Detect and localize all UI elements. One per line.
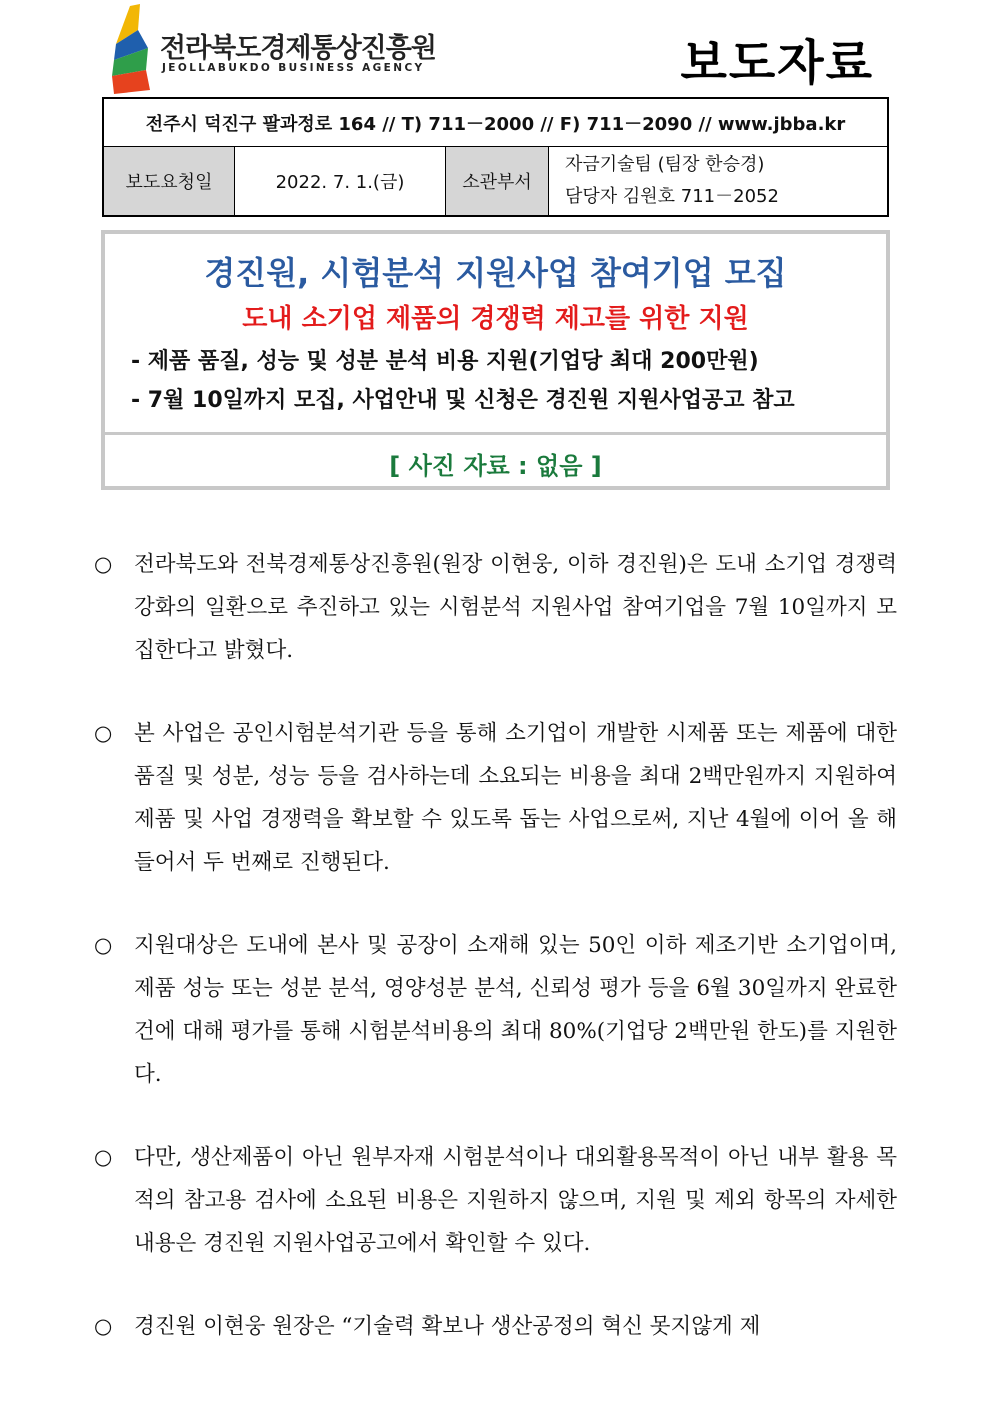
headline-bullet-1: - 제품 품질, 성능 및 성분 분석 비용 지원(기업당 최대 200만원) bbox=[131, 349, 759, 374]
headline-title: 경진원, 시험분석 지원사업 참여기업 모집 bbox=[204, 254, 787, 292]
article-paragraph bbox=[94, 924, 897, 1096]
date-value: 2022. 7. 1.(금) bbox=[235, 147, 446, 217]
paragraph-text: 지원대상은 도내에 본사 및 공장이 소재해 있는 50인 이하 제조기반 소기업이며, 제품 성능 또는 성분 분석, 영양성분 분석, 신뢰성 평가 등을 6월 30일까지 완료한 건에 대해 평가를 통해 시험분석비용의 최대 80%(기업당 2백만원 한도)를 지원한다. bbox=[134, 933, 897, 1087]
headline-bullet-2: - 7월 10일까지 모집, 사업안내 및 신청은 경진원 지원사업공고 참고 bbox=[131, 388, 795, 413]
agency-address: 전주시 덕진구 팔과정로 164 // T) 711－2000 // F) 711－2090 // www.jbba.kr bbox=[103, 98, 888, 147]
photo-note: [ 사진 자료 : 없음 ] bbox=[389, 452, 602, 480]
paragraph-text: 경진원 이현웅 원장은 “기술력 확보나 생산공정의 혁신 못지않게 제 bbox=[134, 1314, 761, 1339]
department-label: 소관부서 bbox=[446, 147, 549, 217]
circle-bullet-icon: ○ bbox=[94, 1145, 113, 1169]
contact-person: 담당자 김원호 711－2052 bbox=[565, 186, 779, 207]
date-label: 보도요청일 bbox=[103, 147, 235, 217]
article-body bbox=[94, 543, 897, 1388]
org-name-korean: 전라북도경제통상진흥원 bbox=[160, 33, 436, 64]
org-name-english: JEOLLABUKDO BUSINESS AGENCY bbox=[162, 62, 425, 74]
agency-logo-mark-icon bbox=[108, 4, 156, 94]
department-contact bbox=[549, 147, 889, 217]
headline-box bbox=[101, 230, 890, 490]
article-paragraph bbox=[94, 1136, 897, 1265]
circle-bullet-icon: ○ bbox=[94, 1314, 113, 1338]
article-paragraph bbox=[94, 543, 897, 672]
headline-subtitle: 도내 소기업 제품의 경쟁력 제고를 위한 지원 bbox=[242, 304, 749, 334]
article-paragraph bbox=[94, 1305, 897, 1348]
document-type-title: 보도자료 bbox=[680, 35, 874, 91]
circle-bullet-icon: ○ bbox=[94, 721, 113, 745]
headline-divider bbox=[105, 432, 886, 435]
press-info-table bbox=[102, 97, 889, 217]
paragraph-text: 전라북도와 전북경제통상진흥원(원장 이현웅, 이하 경진원)은 도내 소기업 경쟁력 강화의 일환으로 추진하고 있는 시험분석 지원사업 참여기업을 7월 10일까지 모집한다고 밝혔다. bbox=[134, 552, 897, 663]
circle-bullet-icon: ○ bbox=[94, 933, 113, 957]
paragraph-text: 다만, 생산제품이 아닌 원부자재 시험분석이나 대외활용목적이 아닌 내부 활용 목적의 참고용 검사에 소요된 비용은 지원하지 않으며, 지원 및 제외 항목의 자세한 내용은 경진원 지원사업공고에서 확인할 수 있다. bbox=[134, 1145, 897, 1256]
circle-bullet-icon: ○ bbox=[94, 552, 113, 576]
agency-logo bbox=[108, 4, 436, 94]
department-team: 자금기술팀 (팀장 한승경) bbox=[565, 154, 765, 175]
paragraph-text: 본 사업은 공인시험분석기관 등을 통해 소기업이 개발한 시제품 또는 제품에 대한 품질 및 성분, 성능 등을 검사하는데 소요되는 비용을 최대 2백만원까지 지원하여 제품 및 사업 경쟁력을 확보할 수 있도록 돕는 사업으로써, 지난 4월에 이어 올 해 들어서 두 번째로 진행된다. bbox=[134, 721, 897, 875]
article-paragraph bbox=[94, 712, 897, 884]
